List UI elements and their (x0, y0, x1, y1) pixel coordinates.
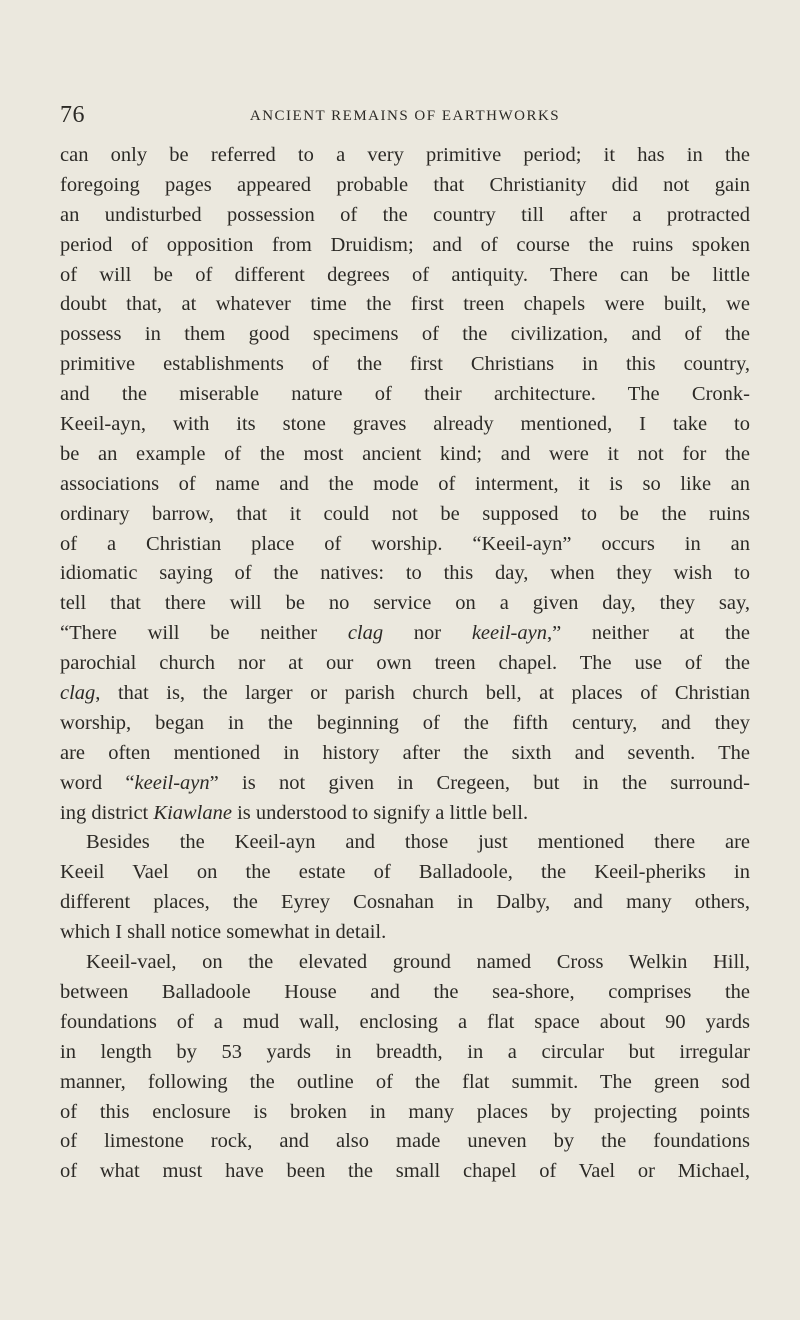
text-segment: parochial church nor at our own treen chapel. The use of the (60, 652, 750, 675)
text-line (60, 470, 750, 500)
text-segment: foundations of a mud wall, enclosing a flat space about 90 yards (60, 1010, 750, 1033)
text-segment: doubt that, at whatever time the first treen chapels were built, we (60, 293, 750, 316)
text-line (60, 649, 750, 679)
text-segment: idiomatic saying of the natives: to this day, when they wish to (60, 562, 750, 585)
text-line (60, 350, 750, 380)
text-line (60, 1038, 750, 1068)
text-line (60, 141, 750, 171)
text-line (60, 1157, 750, 1187)
italic-term: keeil-ayn (134, 771, 210, 794)
text-line (60, 948, 750, 978)
text-segment: of this enclosure is broken in many places by projecting points (60, 1100, 750, 1123)
text-line (60, 1008, 750, 1038)
text-segment: ,” neither at the (546, 622, 750, 645)
text-line (60, 858, 750, 888)
text-line (60, 201, 750, 231)
body-text (60, 141, 750, 1187)
text-line (60, 888, 750, 918)
running-head: ANCIENT REMAINS OF EARTHWORKS (249, 108, 561, 124)
text-segment: word “ (60, 771, 135, 794)
text-line (60, 799, 750, 829)
text-line (60, 559, 750, 589)
text-segment: and the miserable nature of their architecture. The Cronk- (60, 383, 750, 406)
text-line (60, 261, 750, 291)
text-segment: ” is not given in Cregeen, but in the surround- (209, 771, 751, 794)
text-line (60, 320, 750, 350)
text-segment: , that is, the larger or parish church bell, at places of Christian (95, 682, 750, 705)
text-line (60, 978, 750, 1008)
text-line (60, 500, 750, 530)
text-line (60, 679, 750, 709)
text-segment: of limestone rock, and also made uneven by the foundations (60, 1130, 750, 1153)
text-segment: are often mentioned in history after the sixth and seventh. The (60, 741, 750, 764)
text-line (60, 410, 750, 440)
text-segment: ing district (60, 801, 154, 824)
text-line (60, 171, 750, 201)
text-line (60, 709, 750, 739)
text-segment: can only be referred to a very primitive period; it has in the (60, 144, 750, 166)
text-segment: of what must have been the small chapel of Vael or Michael, (60, 1160, 750, 1183)
page-number: 76 (60, 102, 85, 128)
text-segment: Keeil Vael on the estate of Balladoole, the Keeil-pheriks in (60, 861, 750, 884)
text-segment: is understood to signify a little bell. (231, 801, 529, 824)
text-line (60, 530, 750, 560)
text-line (60, 290, 750, 320)
italic-term: Kiawlane (153, 801, 232, 824)
text-segment: ordinary barrow, that it could not be supposed to be the ruins (60, 502, 750, 525)
text-line (60, 1068, 750, 1098)
text-segment: an undisturbed possession of the country till after a protracted (60, 203, 750, 226)
text-segment: Keeil-ayn, with its stone graves already mentioned, I take to (60, 413, 750, 436)
text-line (60, 769, 750, 799)
text-line (60, 739, 750, 769)
text-line (60, 619, 750, 649)
text-segment: of will be of different degrees of antiquity. There can be little (60, 263, 750, 286)
text-line (60, 1098, 750, 1128)
text-segment: Besides the Keeil-ayn and those just mentioned there are (86, 831, 750, 854)
text-segment: period of opposition from Druidism; and of course the ruins spoken (60, 233, 750, 256)
text-segment: in length by 53 yards in breadth, in a circular but irregular (60, 1040, 750, 1063)
italic-term: keeil-ayn (471, 622, 547, 645)
text-segment: worship, began in the beginning of the fifth century, and they (60, 711, 750, 734)
text-segment: “There will be neither (60, 622, 348, 645)
text-segment: foregoing pages appeared probable that Christianity did not gain (60, 173, 750, 196)
italic-term: clag (347, 622, 384, 645)
text-line (60, 440, 750, 470)
text-segment: Keeil-vael, on the elevated ground named Cross Welkin Hill, (86, 951, 750, 974)
text-line (60, 1127, 750, 1157)
text-line (60, 231, 750, 261)
text-segment: between Balladoole House and the sea-shore, comprises the (60, 980, 750, 1003)
text-segment: possess in them good specimens of the civilization, and of the (60, 323, 750, 346)
page-header (60, 102, 750, 132)
text-line (60, 589, 750, 619)
text-segment: manner, following the outline of the flat summit. The green sod (60, 1070, 750, 1093)
text-segment: primitive establishments of the first Christians in this country, (60, 353, 750, 376)
italic-term: clag (60, 682, 96, 705)
text-segment: which I shall notice somewhat in detail. (60, 921, 387, 944)
text-line (60, 380, 750, 410)
text-segment: nor (383, 622, 472, 645)
text-line (60, 828, 750, 858)
text-segment: of a Christian place of worship. “Keeil-ayn” occurs in an (60, 532, 750, 555)
text-segment: tell that there will be no service on a given day, they say, (60, 592, 750, 615)
text-line (60, 918, 750, 948)
text-segment: different places, the Eyrey Cosnahan in Dalby, and many others, (60, 891, 750, 914)
text-segment: be an example of the most ancient kind; and were it not for the (60, 442, 750, 465)
text-segment: associations of name and the mode of interment, it is so like an (60, 472, 750, 495)
